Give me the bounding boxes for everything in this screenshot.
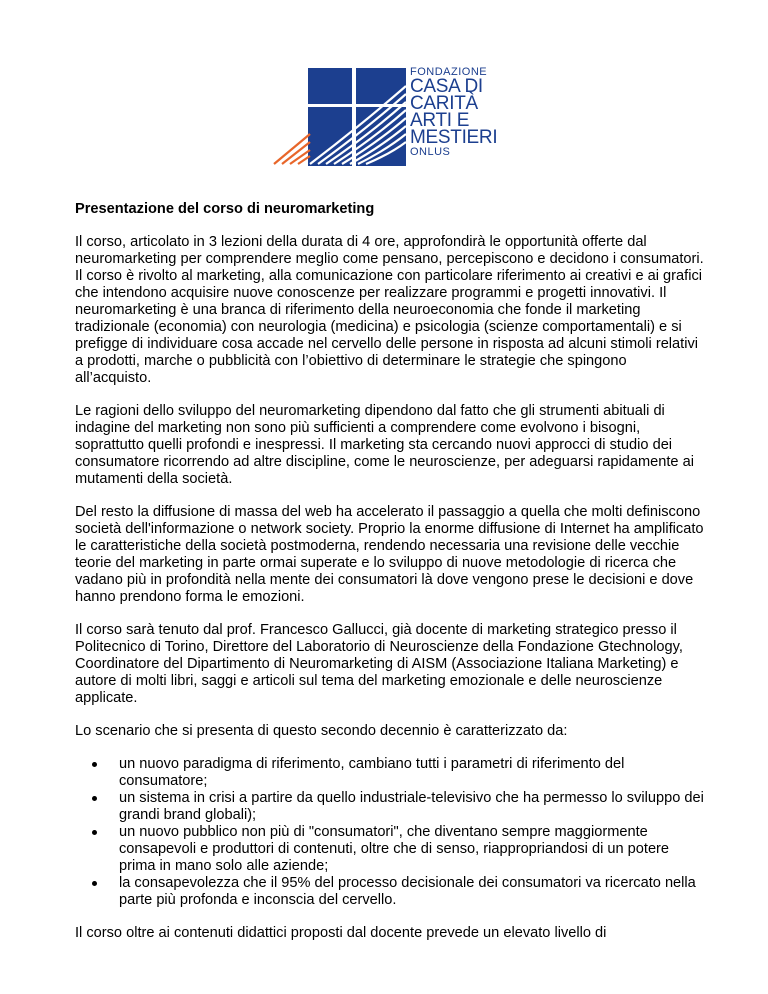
list-item: un nuovo pubblico non più di "consumatori", che diventano sempre maggiormente consapevoli e produttori di contenuti, oltre che di senso, riappropriandosi di un potere prima in mano solo alle aziende; bbox=[119, 824, 705, 875]
logo-emblem-icon bbox=[270, 56, 410, 168]
logo-line-carita: CARITÀ bbox=[410, 93, 478, 114]
list-item: un nuovo paradigma di riferimento, cambiano tutti i parametri di riferimento del consumatore; bbox=[119, 756, 705, 790]
paragraph-scenario: Lo scenario che si presenta di questo secondo decennio è caratterizzato da: bbox=[75, 723, 568, 740]
logo-line-fondazione: FONDAZIONE bbox=[410, 66, 488, 78]
logo-line-mestieri: MESTIERI bbox=[410, 127, 498, 148]
list-item: la consapevolezza che il 95% del processo decisionale dei consumatori va ricercato nella parte più profonda e inconscia del cervello. bbox=[119, 875, 705, 909]
logo-line-casa-di: CASA DI bbox=[410, 76, 483, 97]
logo-wordmark bbox=[410, 66, 497, 158]
document-body bbox=[75, 201, 705, 959]
scenario-list bbox=[75, 756, 705, 908]
list-item: un sistema in crisi a partire da quello industriale-televisivo che ha permesso lo sviluppo dei grandi brand globali); bbox=[119, 790, 704, 824]
logo-line-onlus: ONLUS bbox=[410, 146, 451, 158]
paragraph-closing: Il corso oltre ai contenuti didattici proposti dal docente prevede un elevato livello di bbox=[75, 925, 607, 942]
paragraph-teacher: Il corso sarà tenuto dal prof. Francesco Gallucci, già docente di marketing strategico presso il Politecnico di Torino, Direttore del Laboratorio di Neuroscienze della Fondazione Gtechnology, Coordinatore del Dipartimento di Neuromarketing di AISM (Associazione Italiana Marketing) e autore di molti libri, saggi e articoli sul tema del marketing emozionale e delle neuroscienze applicate. bbox=[75, 622, 683, 706]
paragraph-reasons: Le ragioni dello sviluppo del neuromarketing dipendono dal fatto che gli strumenti abituali di indagine del marketing non sono più sufficienti a comprendere come evolvono i bisogni, soprattutto quelli profondi e inespressi. Il marketing sta cercando nuovi approcci di studio dei consumatore ricorrendo ad altre discipline, come le neuroscienze, per adeguarsi rapidamente ai mutamenti della società. bbox=[75, 403, 694, 487]
paragraph-web: Del resto la diffusione di massa del web ha accelerato il passaggio a quella che molti definiscono società dell'informazione o network society. Proprio la enorme diffusione di Internet ha amplificato le caratteristiche della società postmoderna, rendendo necessaria una revisione delle vecchie teorie del marketing in parte ormai superate e lo sviluppo di nuove metodologie di ricerca che vadano più in profondità nella mente dei consumatori là dove vengono prese le decisioni e dove hanno prendono forma le emozioni. bbox=[75, 504, 704, 605]
paragraph-intro: Il corso, articolato in 3 lezioni della durata di 4 ore, approfondirà le opportunità offerte dal neuromarketing per comprendere meglio come pensano, percepiscono e decidono i consumatori. Il corso è rivolto al marketing, alla comunicazione con particolare riferimento ai creativi e ai grafici che intendono acquisire nuove conoscenze per realizzare programmi e progetti innovativi. Il neuromarketing è una branca di riferimento della neuroeconomia che fonde il marketing tradizionale (economia) con neurologia (medicina) e psicologia (scienze comportamentali) e si prefigge di individuare cosa accade nel cervello delle persone in risposta ad alcuni stimoli relativi a prodotti, marche o pubblicità con l’obiettivo di determinare le strategie che spingono all’acquisto. bbox=[75, 234, 704, 386]
logo-line-arti-e: ARTI E bbox=[410, 110, 470, 131]
document-title: Presentazione del corso di neuromarketing bbox=[75, 201, 375, 217]
foundation-logo bbox=[270, 56, 530, 168]
